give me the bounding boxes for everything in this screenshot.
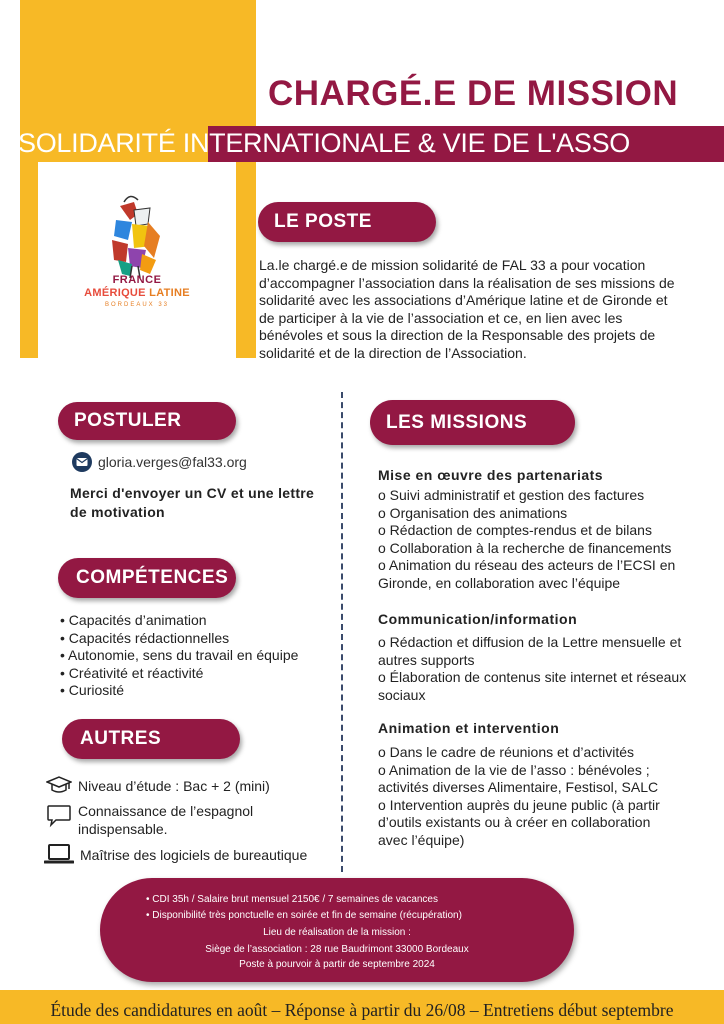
logo-line2-part2: LATINE <box>149 287 190 299</box>
missions-heading: LES MISSIONS <box>386 411 528 433</box>
laptop-icon <box>44 843 74 865</box>
list-item: • Créativité et réactivité <box>60 664 204 681</box>
postuler-heading: POSTULER <box>74 410 182 431</box>
missions-section-animation <box>378 720 678 850</box>
list-item: o Collaboration à la recherche de financements <box>378 539 672 556</box>
autres-software-text: Maîtrise des logiciels de bureautique <box>80 847 308 863</box>
logo-line1: FRANCE <box>112 274 162 286</box>
missions-section-title: Mise en œuvre des partenariats <box>378 467 604 483</box>
list-item: • Capacités rédactionnelles <box>60 629 230 646</box>
graduation-cap-icon <box>46 775 72 795</box>
missions-section-communication <box>378 611 688 704</box>
list-item: o Intervention auprès du jeune public (à partir d’outils existants ou à créer en collaboration avec l’équipe) <box>378 796 660 848</box>
list-item: o Suivi administratif et gestion des factures <box>378 487 645 503</box>
logo-line3: BORDEAUX 33 <box>104 302 169 308</box>
list-item: • Capacités d’animation <box>60 612 207 628</box>
postuler-heading-pill <box>58 402 236 440</box>
missions-section-partenariats <box>378 467 708 593</box>
list-item: • Autonomie, sens du travail en équipe <box>60 647 299 664</box>
missions-section-title: Communication/information <box>378 611 578 627</box>
envelope-icon <box>72 452 92 472</box>
conditions-bullet-availability: • Disponibilité très ponctuelle en soirée et fin de semaine (récupération) <box>146 910 462 921</box>
autres-item-education <box>46 775 270 796</box>
le-poste-heading: LE POSTE <box>274 211 372 232</box>
missions-heading-pill <box>370 400 575 445</box>
conditions-start-date: Poste à pourvoir à partir de septembre 2024 <box>239 959 435 970</box>
competences-heading-pill <box>58 558 236 598</box>
email-row <box>72 452 247 472</box>
le-poste-description: La.le chargé.e de mission solidarité de FAL 33 a pour vocation d’accompagner l’association dans la réalisation de ses missions de solidarité avec les associations d’Amérique latine et de Gironde et de participer à la vie de l’association et ce, en lien avec les bénévoles et sous la direction de la Responsable des projets de solidarité et de la direction de l’Association. <box>259 257 675 361</box>
logo-line2-part1: AMÉRIQUE <box>84 287 146 299</box>
list-item: o Dans le cadre de réunions et d’activités <box>378 744 635 760</box>
footer-text: Étude des candidatures en août – Réponse à partir du 26/08 – Entretiens début septembre <box>50 1000 674 1020</box>
page-title: CHARGÉ.E DE MISSION <box>268 74 679 113</box>
autres-language-text: Connaissance de l’espagnol indispensable. <box>78 803 254 837</box>
speech-bubble-icon <box>46 803 72 829</box>
logo-panel <box>38 162 236 358</box>
conditions-lieu-label: Lieu de réalisation de la mission : <box>263 927 411 938</box>
list-item: o Élaboration de contenus site internet et réseaux sociaux <box>378 669 687 703</box>
le-poste-heading-pill <box>258 202 436 242</box>
list-item: o Organisation des animations <box>378 504 568 521</box>
conditions-lieu: Siège de l’association : 28 rue Baudrimont 33000 Bordeaux <box>205 944 469 955</box>
column-divider <box>341 392 343 872</box>
autres-education-text: Niveau d’étude : Bac + 2 (mini) <box>78 778 270 794</box>
fal33-logo-artwork <box>38 162 236 358</box>
list-item: o Animation du réseau des acteurs de l’ECSI en Gironde, en collaboration avec l’équipe <box>378 557 676 591</box>
conditions-bullet-contract: • CDI 35h / Salaire brut mensuel 2150€ / 7 semaines de vacances <box>146 894 438 905</box>
list-item: o Animation de la vie de l’asso : bénévoles ; activités diverses Alimentaire, Festisol, SALC <box>378 761 659 796</box>
list-item: o Rédaction de comptes-rendus et de bilans <box>378 522 652 539</box>
contact-email[interactable]: gloria.verges@fal33.org <box>98 454 247 470</box>
list-item: o Rédaction et diffusion de la Lettre mensuelle et autres supports <box>378 634 682 668</box>
postuler-note: Merci d'envoyer un CV et une lettre de motivation <box>70 485 315 520</box>
logo-line2 <box>38 287 236 299</box>
page-subtitle: SOLIDARITÉ INTERNATIONALE & VIE DE L'ASSO <box>18 128 631 158</box>
conditions-box <box>100 878 574 982</box>
competences-heading: COMPÉTENCES <box>76 567 229 588</box>
autres-heading: AUTRES <box>80 728 162 749</box>
autres-heading-pill <box>62 719 240 759</box>
competences-list <box>60 612 298 700</box>
list-item: • Curiosité <box>60 682 125 699</box>
autres-item-software <box>44 843 307 865</box>
missions-section-title: Animation et intervention <box>378 720 560 736</box>
autres-item-language <box>46 803 316 838</box>
